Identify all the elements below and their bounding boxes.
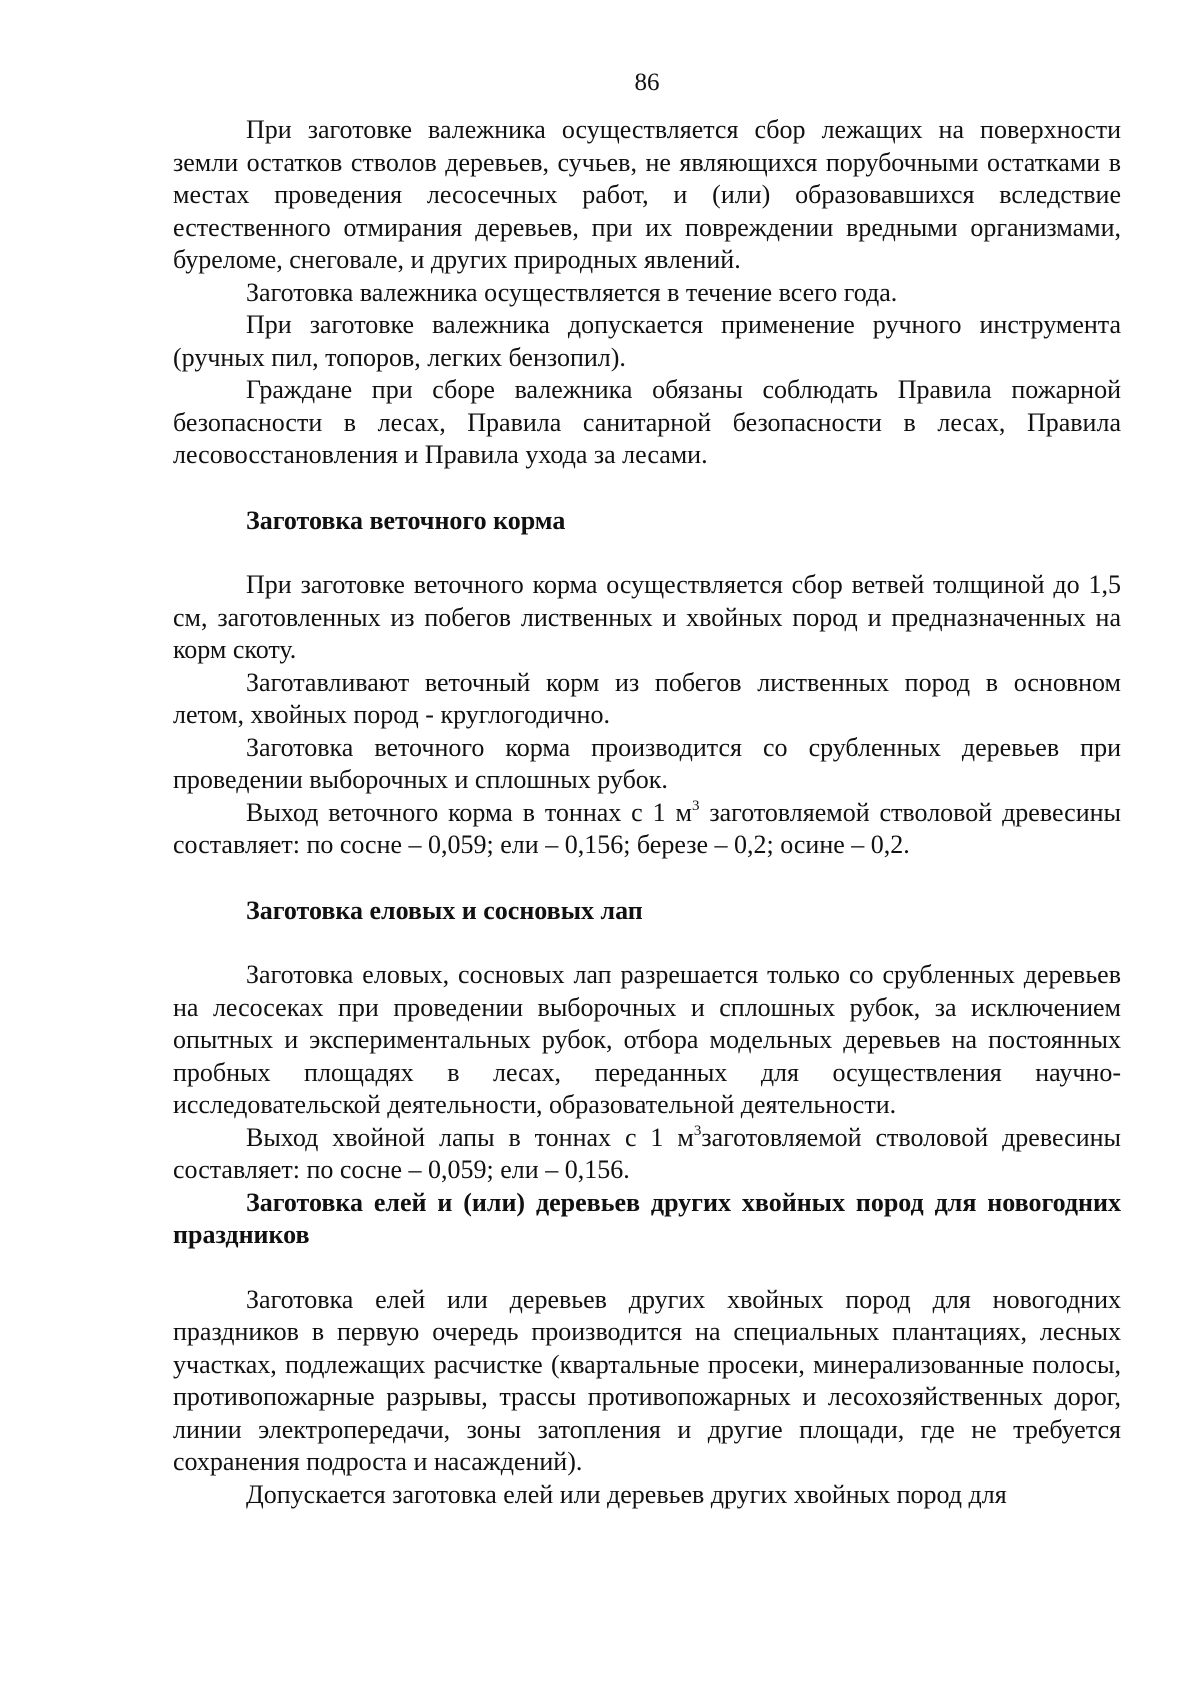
paragraph-branch-feed-season: Заготавливают веточный корм из побегов лиственных пород в основном летом, хвойных пород - круглогодично. (173, 667, 1121, 729)
branch-feed-yield-text-start: Выход веточного корма в тоннах с 1 м (246, 797, 692, 827)
paragraph-branch-feed-source: Заготовка веточного корма производится со срубленных деревьев при проведении выборочных и сплошных рубок. (173, 732, 1121, 794)
conifer-yield-text-start: Выход хвойной лапы в тоннах с 1 м (246, 1122, 694, 1152)
cubic-unit-superscript: 3 (691, 797, 700, 814)
paragraph-deadwood-tools: При заготовке валежника допускается применение ручного инструмента (ручных пил, топоров, легких бензопил). (173, 310, 1121, 372)
heading-branch-feed: Заготовка веточного корма (246, 505, 566, 535)
paragraph-deadwood-definition: При заготовке валежника осуществляется сбор лежащих на поверхности земли остатков стволов деревьев, сучьев, не являющихся порубочными остатками в местах проведения лесосечных работ, и (или) образовавшихся вследствие естественного отмирания деревьев, при их повреждении вредными организмами, буреломе, снеговале, и других природных явлений. (173, 115, 1121, 274)
paragraph-conifer-branch-yield (173, 1122, 1121, 1187)
page-number: 86 (634, 69, 660, 96)
paragraph-branch-feed-definition: При заготовке веточного корма осуществляется сбор ветвей толщиной до 1,5 см, заготовленных из побегов лиственных и хвойных пород и предназначенных на корм скоту. (173, 570, 1121, 664)
cubic-unit-superscript: 3 (693, 1122, 702, 1139)
paragraph-deadwood-season: Заготовка валежника осуществляется в течение всего года. (246, 277, 898, 307)
conifer-yield-text-end: заготовляемой стволовой древесины составляет: по сосне – 0,059; ели – 0,156. (173, 1122, 1121, 1184)
paragraph-deadwood-rules: Граждане при сборе валежника обязаны соблюдать Правила пожарной безопасности в лесах, Правила санитарной безопасности в лесах, Правила лесовосстановления и Правила ухода за лесами. (173, 375, 1121, 469)
paragraph-spruce-pine-permission: Заготовка еловых, сосновых лап разрешается только со срубленных деревьев на лесосеках при проведении выборочных и сплошных рубок, за исключением опытных и экспериментальных рубок, отбора модельных деревьев на постоянных пробных площадях в лесах, переданных для осуществления научно-исследовательской деятельности, образовательной деятельности. (173, 960, 1121, 1119)
branch-feed-yield-text-end: заготовляемой стволовой древесины составляет: по сосне – 0,059; ели – 0,156; березе – 0,2; осине – 0,2. (173, 797, 1121, 859)
paragraph-new-year-trees-continued: Допускается заготовка елей или деревьев других хвойных пород для (246, 1479, 1007, 1509)
paragraph-branch-feed-yield (173, 797, 1121, 862)
page-content (173, 114, 1121, 1511)
paragraph-new-year-trees-sources: Заготовка елей или деревьев других хвойных пород для новогодних праздников в первую очередь производится на специальных плантациях, лесных участках, подлежащих расчистке (квартальные просеки, минерализованные полосы, противопожарные разрывы, трассы противопожарных и лесохозяйственных дорог, линии электропередачи, зоны затопления и другие площади, где не требуется сохранения подроста и насаждений). (173, 1284, 1121, 1476)
heading-spruce-pine-branches: Заготовка еловых и сосновых лап (246, 895, 643, 925)
heading-new-year-trees: Заготовка елей и (или) деревьев других хвойных пород для новогодних праздников (173, 1187, 1121, 1249)
